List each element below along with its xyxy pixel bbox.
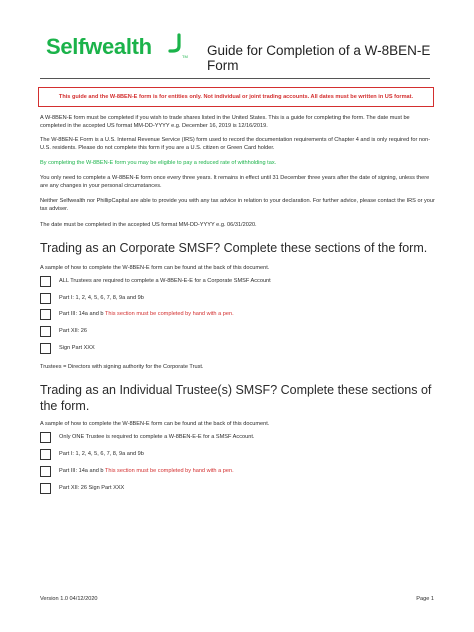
intro-paragraph-1: A W-8BEN-E form must be completed if you wish to trade shares listed in the United States. This is a guide for completing the form. The date must be completed in the accepted US format MM-DD-YYYY e.g. December 16, 2019 is 12/16/2019.: [40, 115, 410, 129]
individual-check-row[interactable]: [40, 466, 435, 478]
trademark-mark: TM: [182, 54, 188, 59]
footer-version: Version 1.0 04/12/2020: [40, 596, 98, 602]
checkbox[interactable]: [40, 449, 51, 460]
intro-paragraph-2: The W-8BEN-E Form is a U.S. Internal Revenue Service (IRS) form used to record the documentation requirements of Chapter 4 and is only required for non-U.S. residents. Please do not complete this form if you are a U.S. citizen or Green Card holder.: [40, 137, 431, 151]
checkbox-label: Part XII: 26 Sign Part XXX: [59, 485, 125, 491]
checkbox-label: Part III: 14a and b: [59, 468, 105, 474]
checkbox-label: Sign Part XXX: [59, 345, 95, 351]
checkbox-label: Part I: 1, 2, 4, 5, 6, 7, 8, 9a and 9b: [59, 295, 144, 301]
corporate-check-row[interactable]: [40, 343, 435, 355]
checkbox-label: Part XII: 26: [59, 328, 87, 334]
selfwealth-logo: Selfwealth: [46, 34, 152, 59]
checkbox[interactable]: [40, 326, 51, 337]
header-divider: [40, 78, 430, 79]
individual-check-row[interactable]: [40, 449, 435, 461]
checkbox[interactable]: [40, 466, 51, 477]
intro-paragraph-green: By completing the W-8BEN-E form you may be eligible to pay a reduced rate of withholding tax.: [40, 160, 277, 166]
intro-paragraph-5: Neither Selfwealth nor PhillipCapital are able to provide you with any tax advice in relation to your declaration. For further advice, please contact the IRS or your tax adviser.: [40, 198, 435, 212]
checkbox-warning: This section must be completed by hand with a pen.: [104, 468, 234, 474]
checkbox-label: ALL Trustees are required to complete a W-8BEN-E-E for a Corporate SMSF Account: [59, 278, 271, 284]
header: [40, 30, 434, 80]
checkbox-warning: This section must be completed by hand with a pen.: [104, 311, 234, 317]
checkbox-label: Part I: 1, 2, 4, 5, 6, 7, 8, 9a and 9b: [59, 451, 144, 457]
checkbox[interactable]: [40, 309, 51, 320]
notice-text: This guide and the W-8BEN-E form is for entities only. Not individual or joint trading accounts. All dates must be written in US format.: [58, 94, 414, 100]
corporate-check-row[interactable]: [40, 293, 435, 305]
corporate-section-title: Trading as an Corporate SMSF? Complete these sections of the form.: [40, 241, 428, 255]
corporate-check-row[interactable]: [40, 309, 435, 321]
checkbox[interactable]: [40, 276, 51, 287]
entities-only-notice: [38, 87, 434, 107]
checkbox[interactable]: [40, 483, 51, 494]
intro-paragraph-6: The date must be completed in the accepted US format MM-DD-YYYY e.g. 06/31/2020.: [40, 222, 257, 228]
individual-sample-note: A sample of how to complete the W-8BEN-E form can be found at the back of this document.: [40, 421, 270, 427]
checkbox-label: Only ONE Trustee is required to complete a W-8BEN-E-E for a SMSF Account.: [59, 434, 255, 440]
checkbox-label: Part III: 14a and b: [59, 311, 105, 317]
corporate-check-row[interactable]: [40, 326, 435, 338]
individual-check-row[interactable]: [40, 483, 435, 495]
page-title: Guide for Completion of a W-8BEN-E Form: [207, 43, 431, 73]
footer-page-number: Page 1: [416, 596, 434, 602]
trustees-note: Trustees = Directors with signing authority for the Corporate Trust.: [40, 364, 204, 370]
checkbox[interactable]: [40, 293, 51, 304]
logo-tick-icon: [168, 33, 184, 55]
individual-check-row[interactable]: [40, 432, 435, 444]
corporate-sample-note: A sample of how to complete the W-8BEN-E form can be found at the back of this document.: [40, 265, 270, 271]
checkbox[interactable]: [40, 432, 51, 443]
individual-section-title: Trading as an Individual Trustee(s) SMSF? Complete these sections of the form.: [40, 383, 432, 413]
corporate-check-row[interactable]: [40, 276, 435, 288]
intro-paragraph-4: You only need to complete a W-8BEN-E form once every three years. It remains in effect until 31 December three years after the date of signing, unless there are any changes in your personal circumstances.: [40, 175, 430, 189]
checkbox[interactable]: [40, 343, 51, 354]
